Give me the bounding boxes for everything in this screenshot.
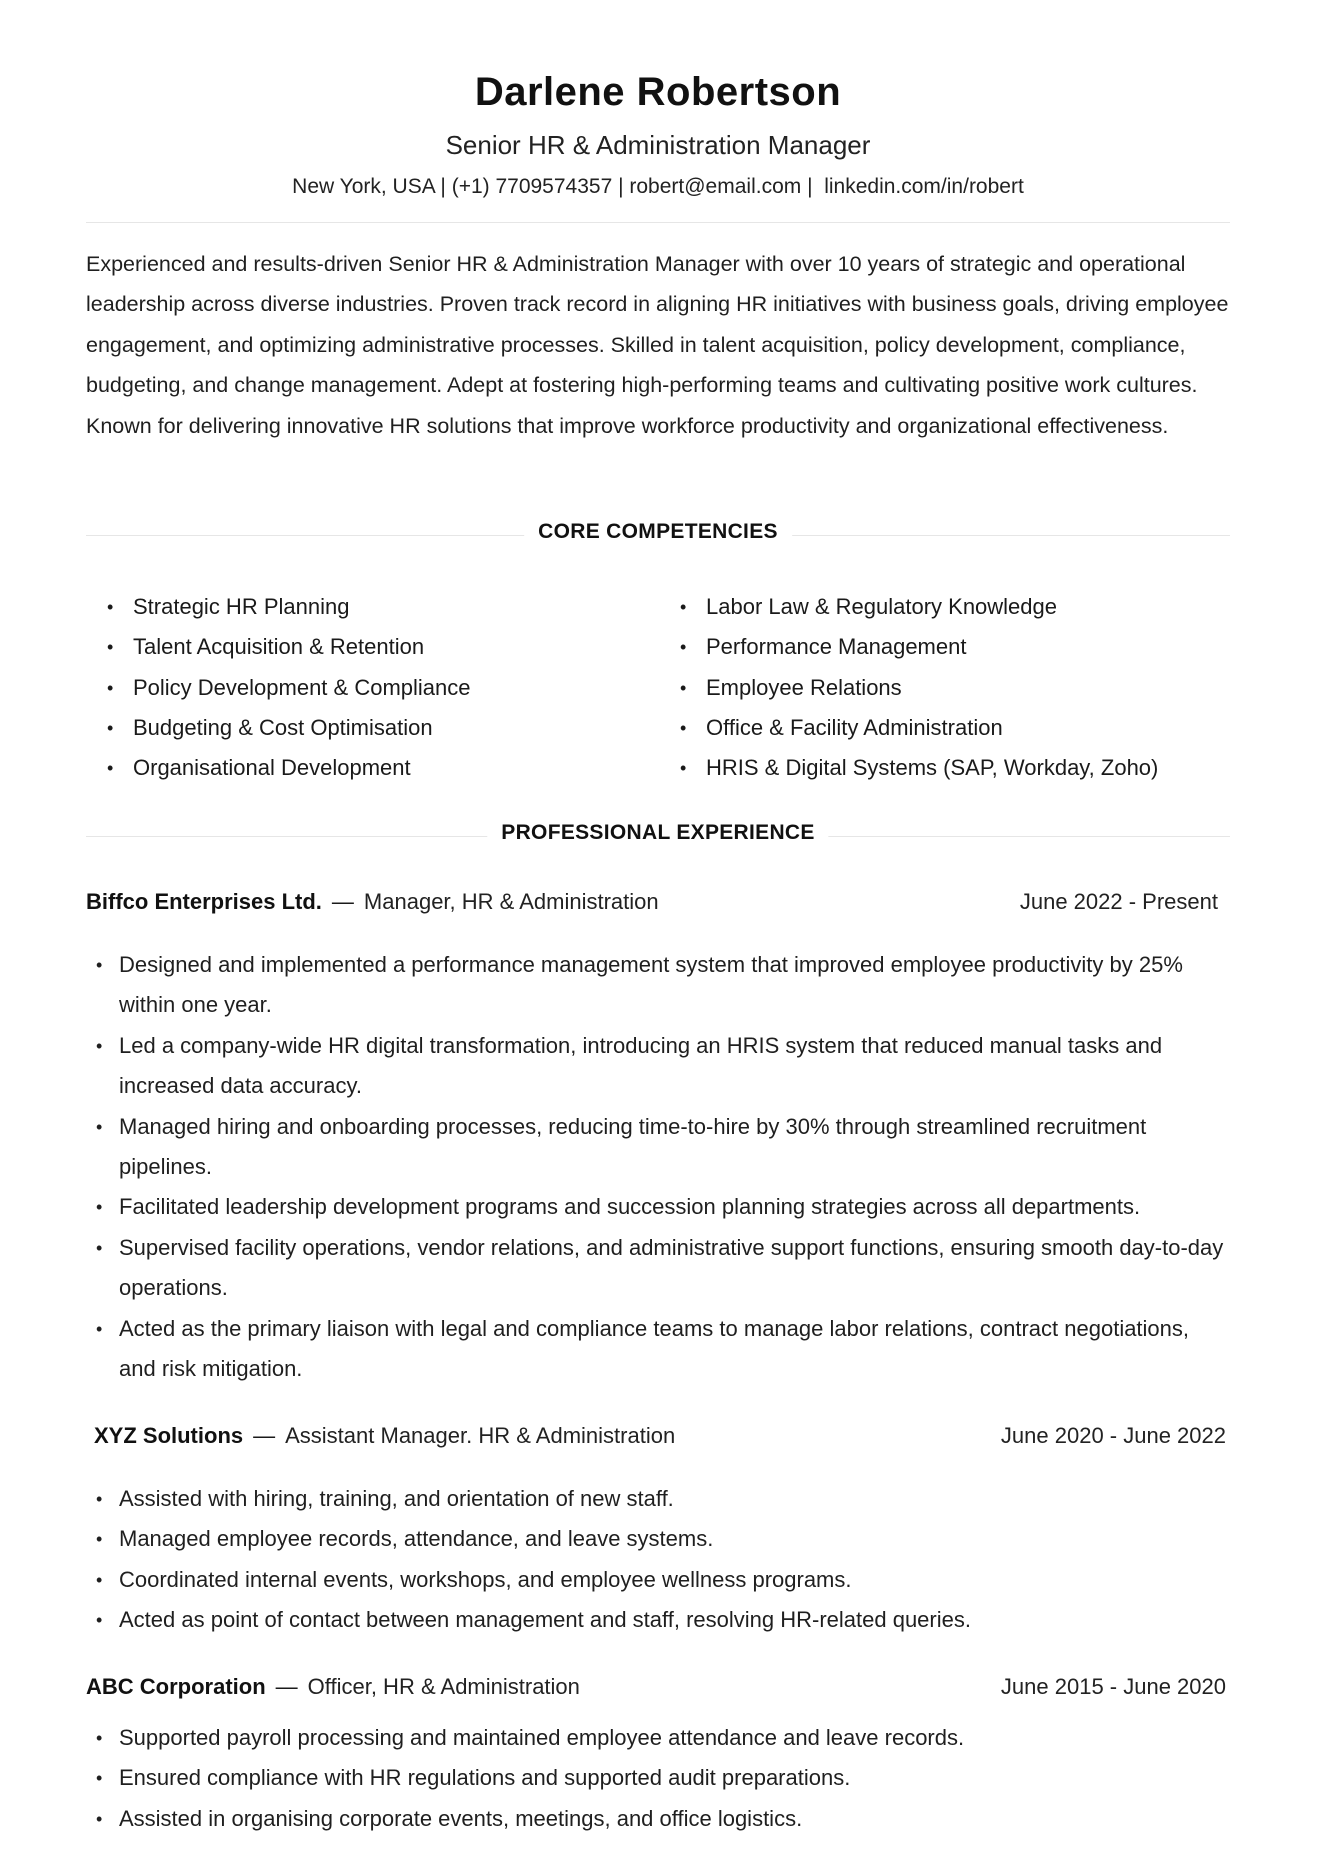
job-dates: June 2015 - June 2020 <box>1000 1674 1226 1699</box>
competency-item: • Performance Management <box>680 627 1158 667</box>
competency-item: • Organisational Development <box>107 748 471 788</box>
candidate-name: Darlene Robertson <box>474 70 842 114</box>
separator-dash: — <box>253 1423 276 1448</box>
job-responsibilities <box>86 1718 1230 1839</box>
list-item: • Managed hiring and onboarding processes, reducing time-to-hire by 30% through streamlined recruitment pipelines. <box>86 1107 1230 1188</box>
competency-item: • Budgeting & Cost Optimisation <box>107 708 471 748</box>
experience-section-header <box>86 821 1230 851</box>
competency-item: • Office & Facility Administration <box>680 708 1158 748</box>
list-item: • Led a company-wide HR digital transformation, introducing an HRIS system that reduced manual tasks and increased data accuracy. <box>86 1026 1230 1107</box>
job-header <box>86 889 1230 919</box>
separator-dash: — <box>331 889 354 914</box>
list-item: • Supported payroll processing and maintained employee attendance and leave records. <box>86 1718 1230 1758</box>
job-responsibilities <box>86 945 1230 1389</box>
job-header <box>86 1674 1230 1704</box>
job-role: Officer, HR & Administration <box>307 1674 580 1699</box>
competency-item: • HRIS & Digital Systems (SAP, Workday, Zoho) <box>680 748 1158 788</box>
list-item: • Facilitated leadership development programs and succession planning strategies across all departments. <box>86 1187 1230 1227</box>
competencies-heading: CORE COMPETENCIES <box>524 520 792 544</box>
competencies-section-header <box>86 520 1230 550</box>
competency-item: • Employee Relations <box>680 668 1158 708</box>
competencies-left-list <box>107 587 471 788</box>
professional-summary: Experienced and results-driven Senior HR & Administration Manager with over 10 years of strategic and operational leadership across diverse industries. Proven track record in aligning HR initiatives with business goals, driving employee engagement, and optimizing administrative processes. Skilled in talent acquisition, policy development, compliance, budgeting, and change management. Adept at fostering high-performing teams and cultivating positive work cultures. Known for delivering innovative HR solutions that improve workforce productivity and organizational effectiveness. <box>86 252 1229 438</box>
list-item: • Ensured compliance with HR regulations and supported audit preparations. <box>86 1758 1230 1798</box>
job-header <box>86 1423 1230 1453</box>
list-item: • Supervised facility operations, vendor relations, and administrative support functions, ensuring smooth day-to-day operations. <box>86 1228 1230 1309</box>
list-item: • Assisted with hiring, training, and orientation of new staff. <box>86 1479 1230 1519</box>
job-responsibilities <box>86 1479 1230 1641</box>
job-dates: June 2022 - Present <box>1019 889 1218 914</box>
job-role: Assistant Manager. HR & Administration <box>285 1423 676 1448</box>
company-name: XYZ Solutions <box>94 1423 244 1448</box>
experience-heading: PROFESSIONAL EXPERIENCE <box>487 821 828 845</box>
list-item: • Designed and implemented a performance management system that improved employee productivity by 25% within one year. <box>86 945 1230 1026</box>
company-name: Biffco Enterprises Ltd. <box>86 889 322 914</box>
competency-item: • Strategic HR Planning <box>107 587 471 627</box>
separator-dash: — <box>275 1674 298 1699</box>
company-name: ABC Corporation <box>86 1674 266 1699</box>
list-item: • Acted as the primary liaison with legal and compliance teams to manage labor relations, contract negotiations, and risk mitigation. <box>86 1309 1230 1390</box>
contact-line: New York, USA | (+1) 7709574357 | robert@email.com | linkedin.com/in/robert <box>292 175 1024 198</box>
competency-item: • Talent Acquisition & Retention <box>107 627 471 667</box>
header-divider <box>86 222 1230 223</box>
list-item: • Assisted in organising corporate events, meetings, and office logistics. <box>86 1799 1230 1839</box>
job-role: Manager, HR & Administration <box>363 889 659 914</box>
list-item: • Acted as point of contact between management and staff, resolving HR-related queries. <box>86 1600 1230 1640</box>
competency-item: • Policy Development & Compliance <box>107 668 471 708</box>
job-dates: June 2020 - June 2022 <box>1000 1423 1226 1448</box>
list-item: • Managed employee records, attendance, and leave systems. <box>86 1519 1230 1559</box>
competencies-right-list <box>680 587 1158 788</box>
list-item: • Coordinated internal events, workshops, and employee wellness programs. <box>86 1560 1230 1600</box>
candidate-title: Senior HR & Administration Manager <box>445 130 871 160</box>
competency-item: • Labor Law & Regulatory Knowledge <box>680 587 1158 627</box>
